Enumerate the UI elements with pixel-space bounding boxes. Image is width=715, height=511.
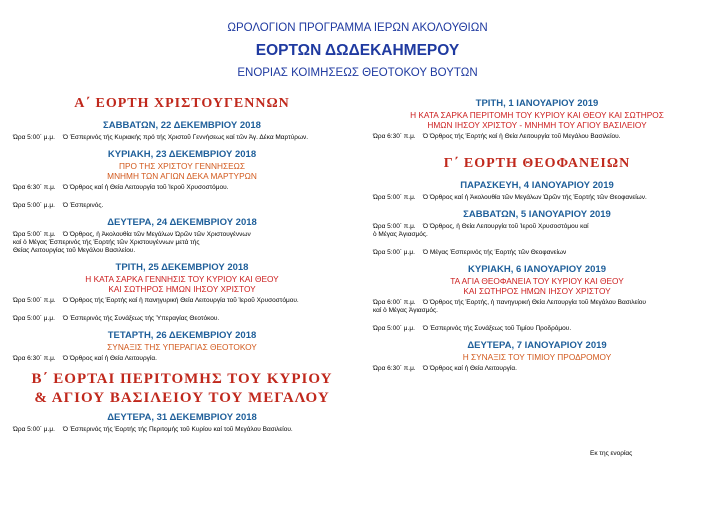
feast-name: Η ΣΥΝΑΞΙΣ ΤΟΥ ΤΙΜΙΟΥ ΠΡΟΔΡΟΜΟΥ [462,352,612,362]
service-entry [372,223,702,239]
day-date: ΔΕΥΤΕΡΑ, 24 ΔΕΚΕΜΒΡΙΟΥ 2018 [107,217,257,228]
document-title-line1: ΩΡΟΛΟΓΙΟΝ ΠΡΟΓΡΑΜΜΑ ΙΕΡΩΝ ΑΚΟΛΟΥΘΙΩΝ [227,22,488,34]
day-block [372,340,702,373]
service-description: Ό Όρθρος καί ἡ Θεία Λειτουργία τοῦ Ἱεροῦ Χρυσοστόμου. [63,184,229,191]
day-block [12,330,352,363]
service-entry [372,133,702,141]
service-time: Ώρα 6:30΄ π.μ. [13,355,56,362]
service-time: Ώρα 5:00΄ μ.μ. [373,325,415,332]
service-time: Ώρα 5:00΄ π.μ. [13,297,56,304]
service-entry [12,315,352,323]
feast-name: ΠΡΟ ΤΗΣ ΧΡΙΣΤΟΥ ΓΕΝΝΗΣΕΩΣ ΜΝΗΜΗ ΤΩΝ ΑΓΙΩΝ ΔΕΚΑ ΜΑΡΤΥΡΩΝ [107,161,257,181]
service-time: Ώρα 6:30΄ π.μ. [13,184,56,191]
service-entry [12,231,352,255]
service-description: Ό Όρθρος, ἡ Θεία Λειτουργία τοῦ Ἱεροῦ Χρυσοστόμου καί ὁ Μέγας Ἁγιασμός. [373,223,589,238]
feast-name: Η ΚΑΤΑ ΣΑΡΚΑ ΓΕΝΝΗΣΙΣ ΤΟΥ ΚΥΡΙΟΥ ΚΑΙ ΘΕΟΥ ΚΑΙ ΣΩΤΗΡΟΣ ΗΜΩΝ ΙΗΣΟΥ ΧΡΙΣΤΟΥ [85,274,279,294]
section-circumcision-line2: & ΑΓΙΟΥ ΒΑΣΙΛΕΙΟΥ ΤΟΥ ΜΕΓΑΛΟΥ [34,390,330,406]
day-date: ΚΥΡΙΑΚΗ, 23 ΔΕΚΕΜΒΡΙΟΥ 2018 [107,149,257,160]
day-date: ΣΑΒΒΑΤΩΝ, 22 ΔΕΚΕΜΒΡΙΟΥ 2018 [103,120,261,131]
day-date: ΤΡΙΤΗ, 1 ΙΑΝΟΥΑΡΙΟΥ 2019 [475,98,599,109]
service-time: Ώρα 6:30΄ π.μ. [373,133,416,140]
service-description: Ό Όρθρος τής Έορτής, ἡ πανηγυρική Θεία Λειτουργία τοῦ Μεγάλου Βασιλείου καί ὁ Μέγας Ἁγιασμός. [373,299,646,314]
christmas-schedule [12,120,352,363]
day-date: ΠΑΡΑΣΚΕΥΗ, 4 ΙΑΝΟΥΑΡΙΟΥ 2019 [460,180,614,191]
day-block [372,209,702,257]
day-block [12,149,352,210]
service-entry [372,249,702,257]
day-date: ΤΡΙΤΗ, 25 ΔΕΚΕΜΒΡΙΟΥ 2018 [115,262,249,273]
service-description: Ό Όρθρος καί ἡ Θεία Λειτουργία. [423,365,517,372]
service-description: Ό Μέγας Έσπερινός τής Έορτής τῶν Θεοφανείων [423,249,567,256]
service-entry [372,194,702,202]
feast-name: ΤΑ ΑΓΙΑ ΘΕΟΦΑΝΕΙΑ ΤΟΥ ΚΥΡΙΟΥ ΚΑΙ ΘΕΟΥ ΚΑΙ ΣΩΤΗΡΟΣ ΗΜΩΝ ΙΗΣΟΥ ΧΡΙΣΤΟΥ [450,276,624,296]
service-time: Ώρα 5:00΄ μ.μ. [373,249,415,256]
theophany-schedule [372,180,702,373]
section-circumcision-title [12,370,352,408]
service-entry [12,202,352,210]
service-entry [372,365,702,373]
service-time: Ώρα 6:30΄ π.μ. [373,365,416,372]
service-description: Ό Όρθρος, ἡ Ἀκολουθία τῶν Μεγάλων Ὡρῶν τῶν Χριστουγέννων καί ὁ Μέγας Έσπερινός τής Έορτής τῶν Χριστουγέννων μετά τής Θείας Λειτουργίας τοῦ Μεγάλου Βασιλείου. [13,231,251,254]
service-description: Ό Έσπερινός τής Συνάξεως τής Ὑπεραγίας Θεοτόκου. [63,315,220,322]
service-time: Ώρα 5:00΄ π.μ. [373,194,416,201]
service-entry [372,299,702,315]
service-description: Ό Έσπερινός τής Κυριακής πρό τής Χριστοῦ Γεννήσεως καί τῶν Άγ. Δέκα Μαρτύρων. [63,134,309,141]
day-date: ΣΑΒΒΑΤΩΝ, 5 ΙΑΝΟΥΑΡΙΟΥ 2019 [463,209,611,220]
service-time: Ώρα 5:00΄ π.μ. [373,223,416,230]
section-christmas-title: Α΄ ΕΟΡΤΗ ΧΡΙΣΤΟΥΓΕΝΝΩΝ [74,96,290,111]
service-description: Ό Έσπερινός τής Συνάξεως τοῦ Τιμίου Προδρόμου. [423,325,572,332]
right-column [372,92,702,380]
service-description: Ό Έσπερινός. [63,202,104,209]
day-block [12,262,352,323]
service-entry [12,355,352,363]
service-entry [12,426,352,434]
service-entry [12,134,352,142]
section-theophany-title: Γ΄ ΕΟΡΤΗ ΘΕΟΦΑΝΕΙΩΝ [443,156,631,171]
day-block [12,120,352,142]
feast-name: Η ΚΑΤΑ ΣΑΡΚΑ ΠΕΡΙΤΟΜΗ ΤΟΥ ΚΥΡΙΟΥ ΚΑΙ ΘΕΟΥ ΚΑΙ ΣΩΤΗΡΟΣ ΗΜΩΝ ΙΗΣΟΥ ΧΡΙΣΤΟΥ - ΜΝΗΜΗ ΤΟΥ ΑΓΙΟΥ ΒΑΣΙΛΕΙΟΥ [410,110,664,130]
service-description: Ό Όρθρος τής Έορτής καί ἡ πανηγυρική Θεία Λειτουργία τοῦ Ἱεροῦ Χρυσοστόμου. [63,297,299,304]
service-time: Ώρα 5:00΄ μ.μ. [13,426,55,433]
day-date: ΤΕΤΑΡΤΗ, 26 ΔΕΚΕΜΒΡΙΟΥ 2018 [107,330,257,341]
left-column [12,92,352,437]
day-date: ΔΕΥΤΕΡΑ, 7 ΙΑΝΟΥΑΡΙΟΥ 2019 [467,340,607,351]
service-entry [372,325,702,333]
service-description: Ό Όρθρος τής Έορτής καί ἡ Θεία Λειτουργία τοῦ Μεγάλου Βασιλείου. [423,133,621,140]
day-block [12,217,352,255]
service-time: Ώρα 6:00΄ π.μ. [373,299,416,306]
service-time: Ώρα 5:00΄ μ.μ. [13,315,55,322]
parish-signature: Εκ της ενορίας [590,450,633,457]
day-block [372,264,702,333]
service-entry [12,184,352,192]
document-title-line2: ΕΟΡΤΩΝ ΔΩΔΕΚΑΗΜΕΡΟΥ [255,42,460,59]
service-time: Ώρα 5:00΄ π.μ. [13,231,56,238]
day-block [372,180,702,202]
service-description: Ό Όρθρος καί ἡ Ἀκολουθία τῶν Μεγάλων Ὡρῶν τής Έορτής τῶν Θεοφανείων. [423,194,647,201]
day-date: ΚΥΡΙΑΚΗ, 6 ΙΑΝΟΥΑΡΙΟΥ 2019 [468,264,606,275]
service-time: Ώρα 5:00΄ μ.μ. [13,202,55,209]
feast-name: ΣΥΝΑΞΙΣ ΤΗΣ ΥΠΕΡΑΓΙΑΣ ΘΕΟΤΟΚΟΥ [107,342,257,352]
section-circumcision-line1: Β΄ ΕΟΡΤΑΙ ΠΕΡΙΤΟΜΗΣ ΤΟΥ ΚΥΡΙΟΥ [31,371,333,387]
day-date: ΔΕΥΤΕΡΑ, 31 ΔΕΚΕΜΒΡΙΟΥ 2018 [107,412,257,423]
parish-name: ΕΝΟΡΙΑΣ ΚΟΙΜΗΣΕΩΣ ΘΕΟΤΟΚΟΥ ΒΟΥΤΩΝ [237,67,478,79]
service-description: Ό Όρθρος καί ἡ Θεία Λειτουργία. [63,355,157,362]
service-description: Ό Έσπερινός τής Έορτής τής Περιτομής τοῦ Κυρίου καί τοῦ Μεγάλου Βασιλείου. [63,426,293,433]
service-entry [12,297,352,305]
service-time: Ώρα 5:00΄ μ.μ. [13,134,55,141]
